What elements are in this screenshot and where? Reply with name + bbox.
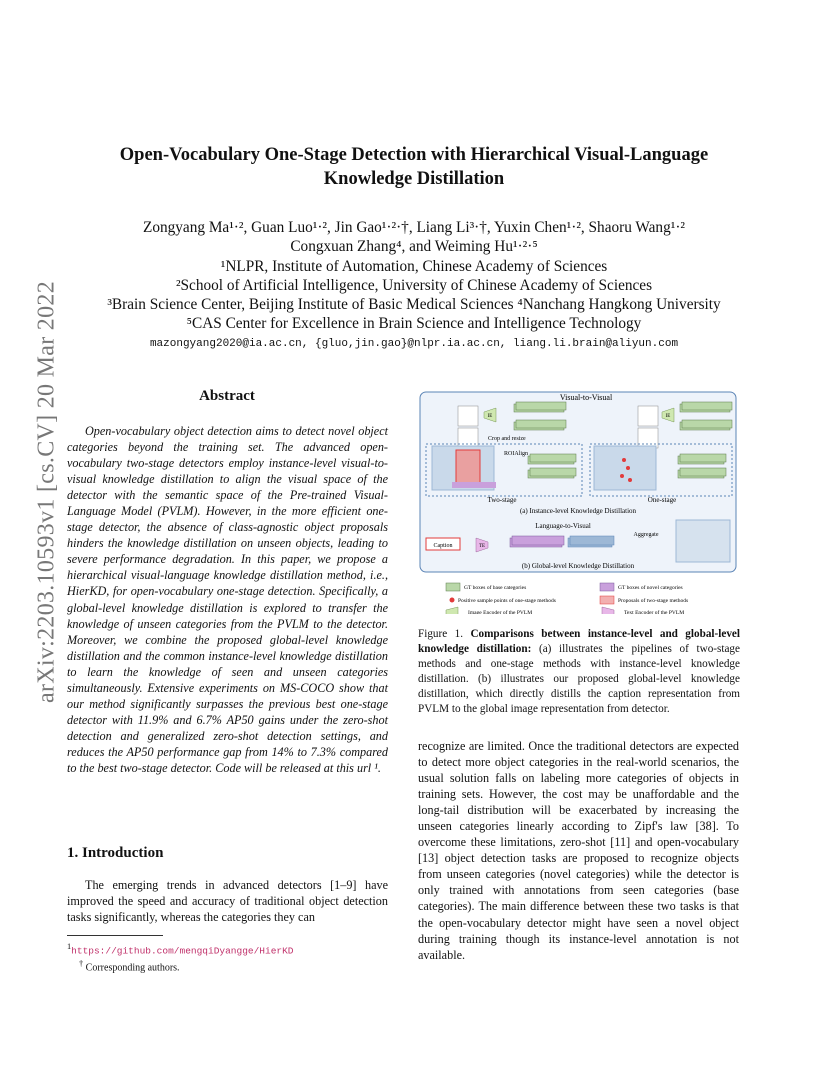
figure-caption: Figure 1. Comparisons between instance-level and global-level knowledge distillation: (a) illustrates the pipelines of two-stage methods and one-stage methods with instance-level knowledge distillation. (b) illustrates our proposed global-level knowledge distillation, which directly distills the caption representation from PVLM to the global image representation from detector. [418, 628, 740, 715]
paper-title: Open-Vocabulary One-Stage Detection with Hierarchical Visual-Language Knowledge Distillation [119, 145, 709, 189]
abstract-body: Open-vocabulary object detection aims to detect novel object categories beyond the training set. The advanced open-vocabulary two-stage detectors employ instance-level visual-to-visual knowledge distillation to align the visual space of the detector with the semantic space of the Pre-trained Visual-Language Model (PVLM). However, in the more efficient one-stage detector, the absence of class-agnostic object proposals hinders the knowledge distillation on unseen objects, leading to severe performance degradation. In this paper, we propose a hierarchical visual-language knowledge distillation method, i.e., HierKD, for open-vocabulary one-stage detection. Specifically, a global-level knowledge distillation is explored to transfer the knowledge of unseen categories from the PVLM to the detector. Moreover, we combine the proposed global-level knowledge distillation and the common instance-level knowledge distillation to learn the knowledge of seen and unseen categories simultaneously. Extensive experiments on MS-COCO show that our method significantly surpasses the previous best one-stage detector with 11.9% and 6.7% AP50 gains under the zero-shot detection and generalized zero-shot detection settings, and reduces the AP50 performance gap from 14% to 7.3% compared to the best two-stage detector. Code will be released at this url ¹. [67, 424, 388, 775]
svg-text:Crop and resize: Crop and resize [488, 436, 526, 442]
author-list: Zongyang Ma¹·², Guan Luo¹·², Jin Gao¹·²·†, Liang Li³·†, Yuxin Chen¹·², Shaoru Wang¹·² Congxuan Zhang⁴, and Weiming Hu¹·²·⁵ [142, 219, 685, 255]
svg-text:IE: IE [487, 414, 493, 419]
svg-text:One-stage: One-stage [647, 496, 677, 504]
footnotes: $^1$https://github.com/mengqiDyangge/HierKD † Corresponding authors. [67, 942, 294, 974]
arxiv-watermark: arXiv:2203.10593v1 [cs.CV] 20 Mar 2022 [33, 280, 60, 704]
svg-text:ROIAlign: ROIAlign [504, 451, 528, 457]
footnote-url-link[interactable]: https://github.com/mengqiDyangge/HierKD [71, 945, 294, 957]
affiliation-3: ³Brain Science Center, Beijing Institute of Basic Medical Sciences ⁴Nanchang Hangkong University [107, 296, 721, 313]
author-emails: mazongyang2020@ia.ac.cn, {gluo,jin.gao}@nlpr.ia.ac.cn, liang.li.brain@aliyun.com [149, 338, 679, 350]
intro-body: The emerging trends in advanced detectors [1–9] have improved the speed and accuracy of traditional object detection tasks significantly, whereas the categories they can [67, 878, 388, 925]
svg-text:Caption: Caption [433, 543, 453, 549]
svg-text:(a) Instance-level Knowledge D: (a) Instance-level Knowledge Distillation [519, 507, 637, 515]
right-column-body: recognize are limited. Once the traditional detectors are expected to detect more object categories in the real-world scenarios, the usual solution falls on labeling more categories of objects in training sets. However, the cost may be unaffordable and the long-tail distribution will be exacerbated by increasing the unseen categories linearly according to Zipf's law [38]. To overcome these limitations, zero-shot [11] and open-vocabulary [13] object detection tasks are proposed to recognize objects from unseen categories (novel categories) while the detector is only trained with annotations from seen categories (base categories). The main difference between these two tasks is that the open-vocabulary detector might have seen a novel object during training though its instance-level annotation is not available. [418, 739, 739, 962]
svg-text:Text Encoder of the PVLM: Text Encoder of the PVLM [624, 610, 685, 614]
affiliation-4: ⁵CAS Center for Excellence in Brain Science and Intelligence Technology [186, 315, 642, 332]
svg-text:Proposals of two-stage methods: Proposals of two-stage methods [618, 598, 689, 604]
svg-text:(b) Global-level Knowledge Dis: (b) Global-level Knowledge Distillation [521, 562, 635, 570]
abstract-heading: Abstract [199, 388, 255, 404]
svg-text:Two-stage: Two-stage [487, 496, 517, 504]
svg-text:IE: IE [665, 414, 671, 419]
fig-top-label: Visual-to-Visual [559, 393, 613, 402]
svg-text:Aggregate: Aggregate [633, 532, 659, 538]
figure-1 [418, 388, 740, 614]
svg-text:Image Encoder of the PVLM: Image Encoder of the PVLM [468, 610, 533, 614]
svg-text:Positive sample points of one-: Positive sample points of one-stage methods [458, 598, 556, 604]
svg-text:Language-to-Visual: Language-to-Visual [535, 522, 591, 530]
affiliation-2: ²School of Artificial Intelligence, University of Chinese Academy of Sciences [175, 277, 653, 294]
footnote-rule [67, 935, 163, 936]
svg-text:GT boxes of novel categories: GT boxes of novel categories [618, 585, 683, 591]
affiliation-1: ¹NLPR, Institute of Automation, Chinese Academy of Sciences [220, 258, 608, 275]
svg-text:TE: TE [478, 544, 486, 549]
svg-text:GT boxes of base categories: GT boxes of base categories [464, 585, 527, 591]
intro-heading: 1. Introduction [67, 845, 164, 861]
